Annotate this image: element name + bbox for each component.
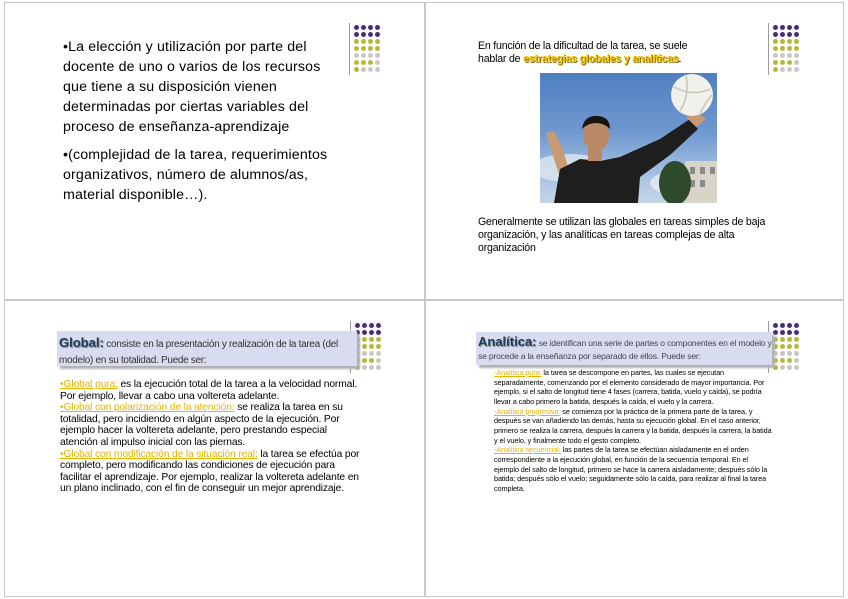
dot xyxy=(773,39,778,44)
item-text: es la ejecución total de la tarea a la velocidad normal. Por ejemplo, llevar a cabo una voltereta adelante. xyxy=(60,379,358,402)
dot xyxy=(794,25,799,30)
dot xyxy=(369,351,374,356)
dot xyxy=(794,46,799,51)
divider xyxy=(768,23,769,75)
item-list xyxy=(494,368,774,494)
dot xyxy=(368,39,373,44)
dot xyxy=(794,358,799,363)
dot xyxy=(773,46,778,51)
item-term: •Global con polarización de la atención: xyxy=(60,402,235,414)
dot xyxy=(354,53,359,58)
dot xyxy=(375,39,380,44)
highlight-analiticas: analíticas xyxy=(632,53,679,65)
dot xyxy=(369,358,374,363)
dot xyxy=(376,351,381,356)
divider xyxy=(349,23,350,75)
dot xyxy=(794,330,799,335)
item-text: se comienza por la práctica de la primera parte de la tarea, y después se van añadiendo las demás, hasta su ejecución global. En el caso anterior, primero se realiza la carrera, después la carrera y la batida, después la carrera, la batida y el vuelo, y finalmente todo el gesto completo. xyxy=(494,406,772,445)
dot xyxy=(375,60,380,65)
dot xyxy=(368,25,373,30)
player-illustration xyxy=(540,73,717,203)
conclusion-text: Generalmente se utilizan las globales en tareas simples de baja organización, y las analíticas en tareas complejas de alta organización xyxy=(478,216,766,254)
dot xyxy=(369,365,374,370)
dot xyxy=(794,67,799,72)
slide-1 xyxy=(4,2,425,300)
dot xyxy=(362,337,367,342)
dot xyxy=(375,32,380,37)
dot xyxy=(780,53,785,58)
dot xyxy=(787,60,792,65)
dot xyxy=(780,323,785,328)
title-text xyxy=(59,336,359,368)
dot xyxy=(354,25,359,30)
bullet-2: •(complejidad de la tarea, requerimientos organizativos, número de alumnos/as, material disponible…). xyxy=(63,147,328,203)
dot xyxy=(375,67,380,72)
item-text: la tarea se descompone en partes, las cuales se ejecutan separadamente, comenzando por el elemento considerado de mayor importancia. Por ejemplo, si el salto de longitud tiene 4 fases (carrera, batida, vuelo y caída), se podría llevar a cabo primero la batida, después la caída, el vuelo y la carrera. xyxy=(494,368,765,406)
dot xyxy=(362,365,367,370)
list-item xyxy=(60,402,365,448)
dot xyxy=(794,365,799,370)
dot xyxy=(375,46,380,51)
dot xyxy=(780,330,785,335)
dot xyxy=(787,344,792,349)
slide-title: Analítica: xyxy=(478,334,537,349)
dot xyxy=(376,323,381,328)
dot xyxy=(362,358,367,363)
dot xyxy=(376,330,381,335)
dot xyxy=(787,25,792,30)
list-item xyxy=(60,379,365,402)
decorative-dots-icon xyxy=(349,25,389,73)
dot xyxy=(368,53,373,58)
dot xyxy=(773,32,778,37)
dot xyxy=(787,358,792,363)
dot xyxy=(794,39,799,44)
photo-player-with-ball xyxy=(540,73,717,203)
item-term: -Analítica secuencial: xyxy=(494,445,561,455)
dot xyxy=(362,323,367,328)
dot xyxy=(780,344,785,349)
item-text: se realiza la tarea en su totalidad, pero incidiendo en algún aspecto de la ejecución. Por ejemplo hacer la voltereta adelante, pero prestando especial atención al impulso inicial con las piernas. xyxy=(60,402,343,448)
dot xyxy=(787,351,792,356)
dot xyxy=(773,323,778,328)
dot xyxy=(780,365,785,370)
dot xyxy=(773,330,778,335)
dot xyxy=(354,67,359,72)
dot xyxy=(787,337,792,342)
dot xyxy=(369,337,374,342)
dot xyxy=(362,351,367,356)
connector: y xyxy=(621,53,633,65)
dot xyxy=(787,323,792,328)
dot xyxy=(361,25,366,30)
slide-4 xyxy=(425,300,844,597)
list-item xyxy=(494,407,774,446)
dot xyxy=(368,67,373,72)
dot xyxy=(787,67,792,72)
item-term: -Analítica pura: xyxy=(494,368,542,377)
dot xyxy=(376,365,381,370)
list-item xyxy=(494,368,774,407)
dot xyxy=(780,60,785,65)
intro-prefix: hablar de xyxy=(478,53,524,65)
dot xyxy=(780,39,785,44)
slide-2 xyxy=(425,2,844,300)
dot xyxy=(773,67,778,72)
dot xyxy=(787,330,792,335)
item-text: la tarea se efectúa por completo, pero modificando las condiciones de ejecución para facilitar el aprendizaje. Por ejemplo, realizar la voltereta adelante en un plano inclinado, con el fin de conseguir un mejor aprendizaje. xyxy=(60,448,360,495)
bullet-text xyxy=(63,37,339,205)
dot xyxy=(362,330,367,335)
slide-subtitle: se identifican una serie de partes o componentes en el modelo y se procede a la enseñanza por separado de ellos. Puede ser: xyxy=(478,338,772,361)
dot xyxy=(376,337,381,342)
intro-end: . xyxy=(678,53,682,65)
dot xyxy=(780,67,785,72)
dot xyxy=(787,46,792,51)
dot xyxy=(369,330,374,335)
dot xyxy=(787,39,792,44)
dot xyxy=(361,32,366,37)
dot xyxy=(376,358,381,363)
dot xyxy=(354,39,359,44)
dot xyxy=(361,60,366,65)
dot xyxy=(773,60,778,65)
dot xyxy=(794,337,799,342)
item-text: las partes de la tarea se efectúan aisladamente en el orden correspondiente a la ejecución global, en función de la secuencia temporal. En el ejemplo del salto de longitud, primero se hace la carrera aisladamente; después sólo la batida; después sólo el vuelo; seguidamente sólo la caída, para realizar al final la tarea completa. xyxy=(494,445,768,493)
highlight-globales: estrategias globales xyxy=(523,53,621,65)
dot xyxy=(794,60,799,65)
bullet-1: •La elección y utilización por parte del docente de uno o varios de los recursos que tiene a su disposición vienen determinadas por ciertas variables del proceso de enseñanza-aprendizaje xyxy=(63,39,321,135)
dot xyxy=(368,32,373,37)
dot xyxy=(794,344,799,349)
dot xyxy=(794,351,799,356)
slide-3 xyxy=(4,300,425,597)
item-term: •Global con modificación de la situación real: xyxy=(60,448,258,460)
decorative-dots-icon xyxy=(768,25,808,73)
dot xyxy=(361,46,366,51)
dot xyxy=(794,32,799,37)
dot xyxy=(787,32,792,37)
list-item xyxy=(494,445,774,493)
dot xyxy=(780,358,785,363)
slide-title: Global: xyxy=(59,335,104,350)
dot xyxy=(773,25,778,30)
intro-text xyxy=(478,40,768,66)
dot xyxy=(787,365,792,370)
dot xyxy=(369,323,374,328)
item-term: -Analítica progresiva: xyxy=(494,406,561,416)
dot xyxy=(368,46,373,51)
dot xyxy=(780,25,785,30)
dot xyxy=(375,25,380,30)
dot xyxy=(780,46,785,51)
dot xyxy=(361,67,366,72)
title-text xyxy=(478,336,778,362)
dot xyxy=(354,60,359,65)
dot xyxy=(354,46,359,51)
dot xyxy=(780,337,785,342)
dot xyxy=(369,344,374,349)
item-term: •Global pura: xyxy=(60,379,118,390)
dot xyxy=(376,344,381,349)
dot xyxy=(780,32,785,37)
dot xyxy=(362,344,367,349)
dot xyxy=(794,53,799,58)
dot xyxy=(355,323,360,328)
dot xyxy=(780,351,785,356)
dot xyxy=(787,53,792,58)
slide-subtitle: consiste en la presentación y realización de la tarea (del modelo) en su totalidad. Puede ser: xyxy=(59,339,338,366)
dot xyxy=(361,53,366,58)
dot xyxy=(794,323,799,328)
list-item xyxy=(60,449,365,495)
item-list xyxy=(60,379,365,495)
dot xyxy=(375,53,380,58)
dot xyxy=(354,32,359,37)
dot xyxy=(773,53,778,58)
dot xyxy=(368,60,373,65)
dot xyxy=(361,39,366,44)
intro-line-1: En función de la dificultad de la tarea, se suele xyxy=(478,40,688,52)
